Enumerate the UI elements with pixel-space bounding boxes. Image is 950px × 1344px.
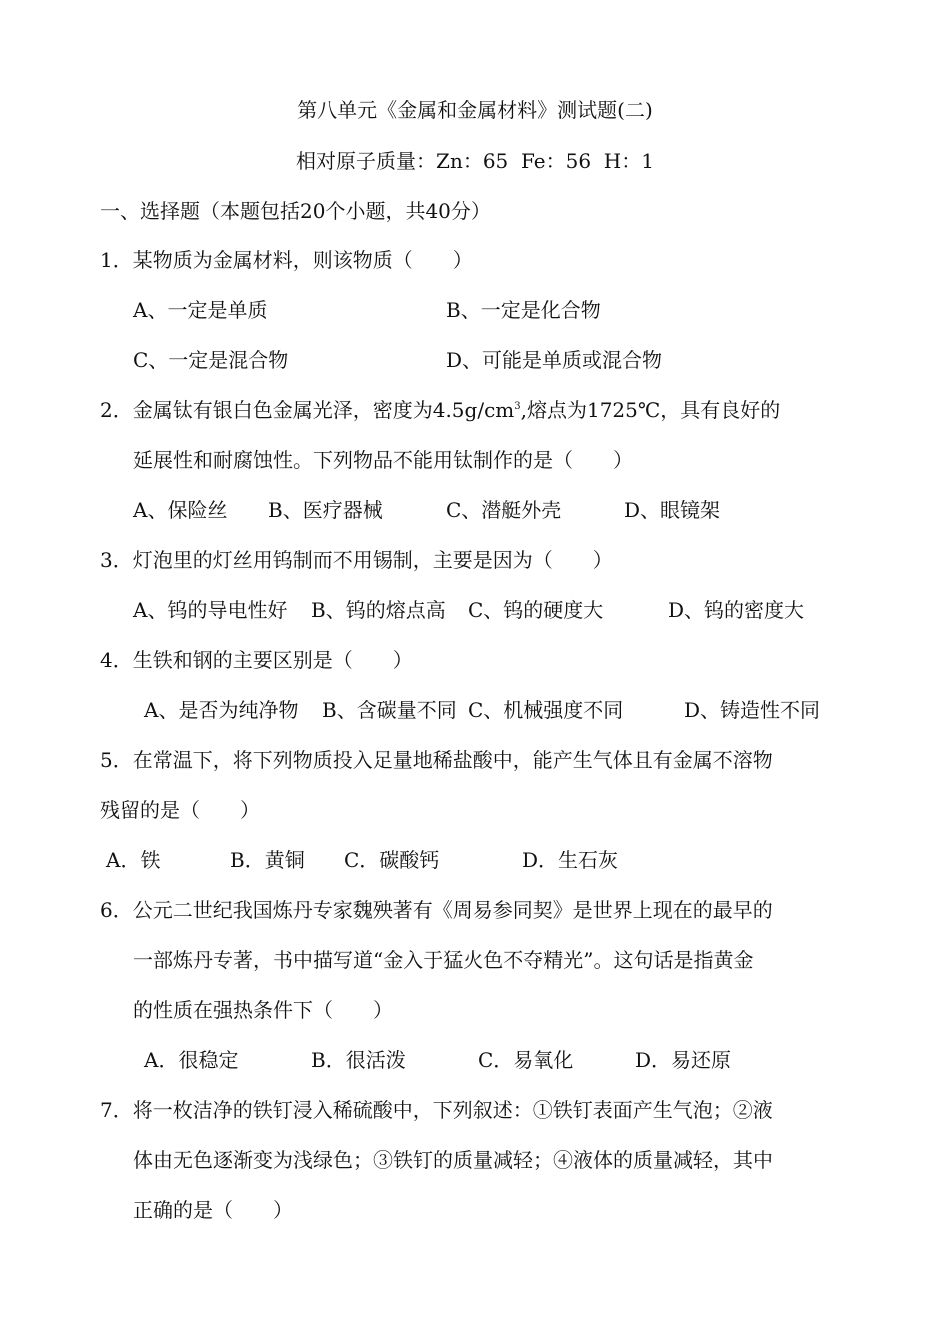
question-3-stem: 3．灯泡里的灯丝用钨制而不用锡制，主要是因为（ ） [100, 548, 613, 572]
question-6-stem-line3: 的性质在强热条件下（ ） [133, 998, 393, 1022]
question-1-option-b: B、一定是化合物 [446, 298, 601, 322]
question-4-option-d: D、铸造性不同 [684, 698, 821, 722]
question-3-option-c: C、钨的硬度大 [468, 598, 604, 622]
question-7-stem: 7．将一枚洁净的铁钉浸入稀硫酸中，下列叙述：①铁钉表面产生气泡；②液 [100, 1098, 773, 1122]
question-5-option-d: D．生石灰 [522, 848, 619, 872]
question-2-option-d: D、眼镜架 [624, 498, 721, 522]
question-5-option-c: C．碳酸钙 [344, 848, 440, 872]
question-1-option-c: C、一定是混合物 [133, 348, 289, 372]
question-2-stem-part1: 2．金属钛有银白色金属光泽，密度为4.5g/cm [100, 398, 515, 422]
question-2-option-c: C、潜艇外壳 [446, 498, 562, 522]
question-3-option-d: D、钨的密度大 [668, 598, 805, 622]
question-1-stem: 1．某物质为金属材料，则该物质（ ） [100, 248, 473, 272]
question-4-stem: 4．生铁和钢的主要区别是（ ） [100, 648, 413, 672]
question-6-option-d: D．易还原 [635, 1048, 732, 1072]
question-2-stem [100, 396, 780, 424]
question-3-option-b: B、钨的熔点高 [311, 598, 446, 622]
question-6-option-b: B．很活泼 [311, 1048, 406, 1072]
question-1-option-d: D、可能是单质或混合物 [446, 348, 663, 372]
question-2-option-b: B、医疗器械 [268, 498, 383, 522]
question-7-stem-line3: 正确的是（ ） [133, 1198, 293, 1222]
question-5-stem-line2: 残留的是（ ） [100, 798, 260, 822]
question-3-option-a: A、钨的导电性好 [133, 598, 288, 622]
question-5-option-b: B．黄铜 [230, 848, 305, 872]
question-4-option-a: A、是否为纯净物 [144, 698, 299, 722]
question-6-option-c: C．易氧化 [478, 1048, 574, 1072]
question-7-stem-line2: 体由无色逐渐变为浅绿色；③铁钉的质量减轻；④液体的质量减轻，其中 [133, 1148, 773, 1172]
question-2-option-a: A、保险丝 [133, 498, 228, 522]
question-4-option-b: B、含碳量不同 [322, 698, 457, 722]
question-6-stem: 6．公元二世纪我国炼丹专家魏殃著有《周易参同契》是世界上现在的最早的 [100, 898, 773, 922]
superscript-3: 3 [514, 401, 521, 412]
question-5-option-a: A．铁 [106, 848, 161, 872]
question-2-stem-part2: ,熔点为1725℃，具有良好的 [520, 398, 781, 422]
question-6-stem-line2: 一部炼丹专著，书中描写道“金入于猛火色不夺精光”。这句话是指黄金 [133, 948, 754, 972]
question-6-option-a: A．很稳定 [144, 1048, 239, 1072]
question-4-option-c: C、机械强度不同 [468, 698, 624, 722]
question-1-option-a: A、一定是单质 [133, 298, 268, 322]
page-title: 第八单元《金属和金属材料》测试题(二) [297, 98, 653, 122]
question-2-stem-line2: 延展性和耐腐蚀性。下列物品不能用钛制作的是（ ） [133, 448, 633, 472]
question-5-stem: 5．在常温下，将下列物质投入足量地稀盐酸中，能产生气体且有金属不溶物 [100, 748, 773, 772]
atomic-masses: 相对原子质量：Zn：65 Fe：56 H：1 [296, 149, 654, 173]
section-heading: 一、选择题（本题包括20个小题，共40分） [100, 199, 491, 223]
